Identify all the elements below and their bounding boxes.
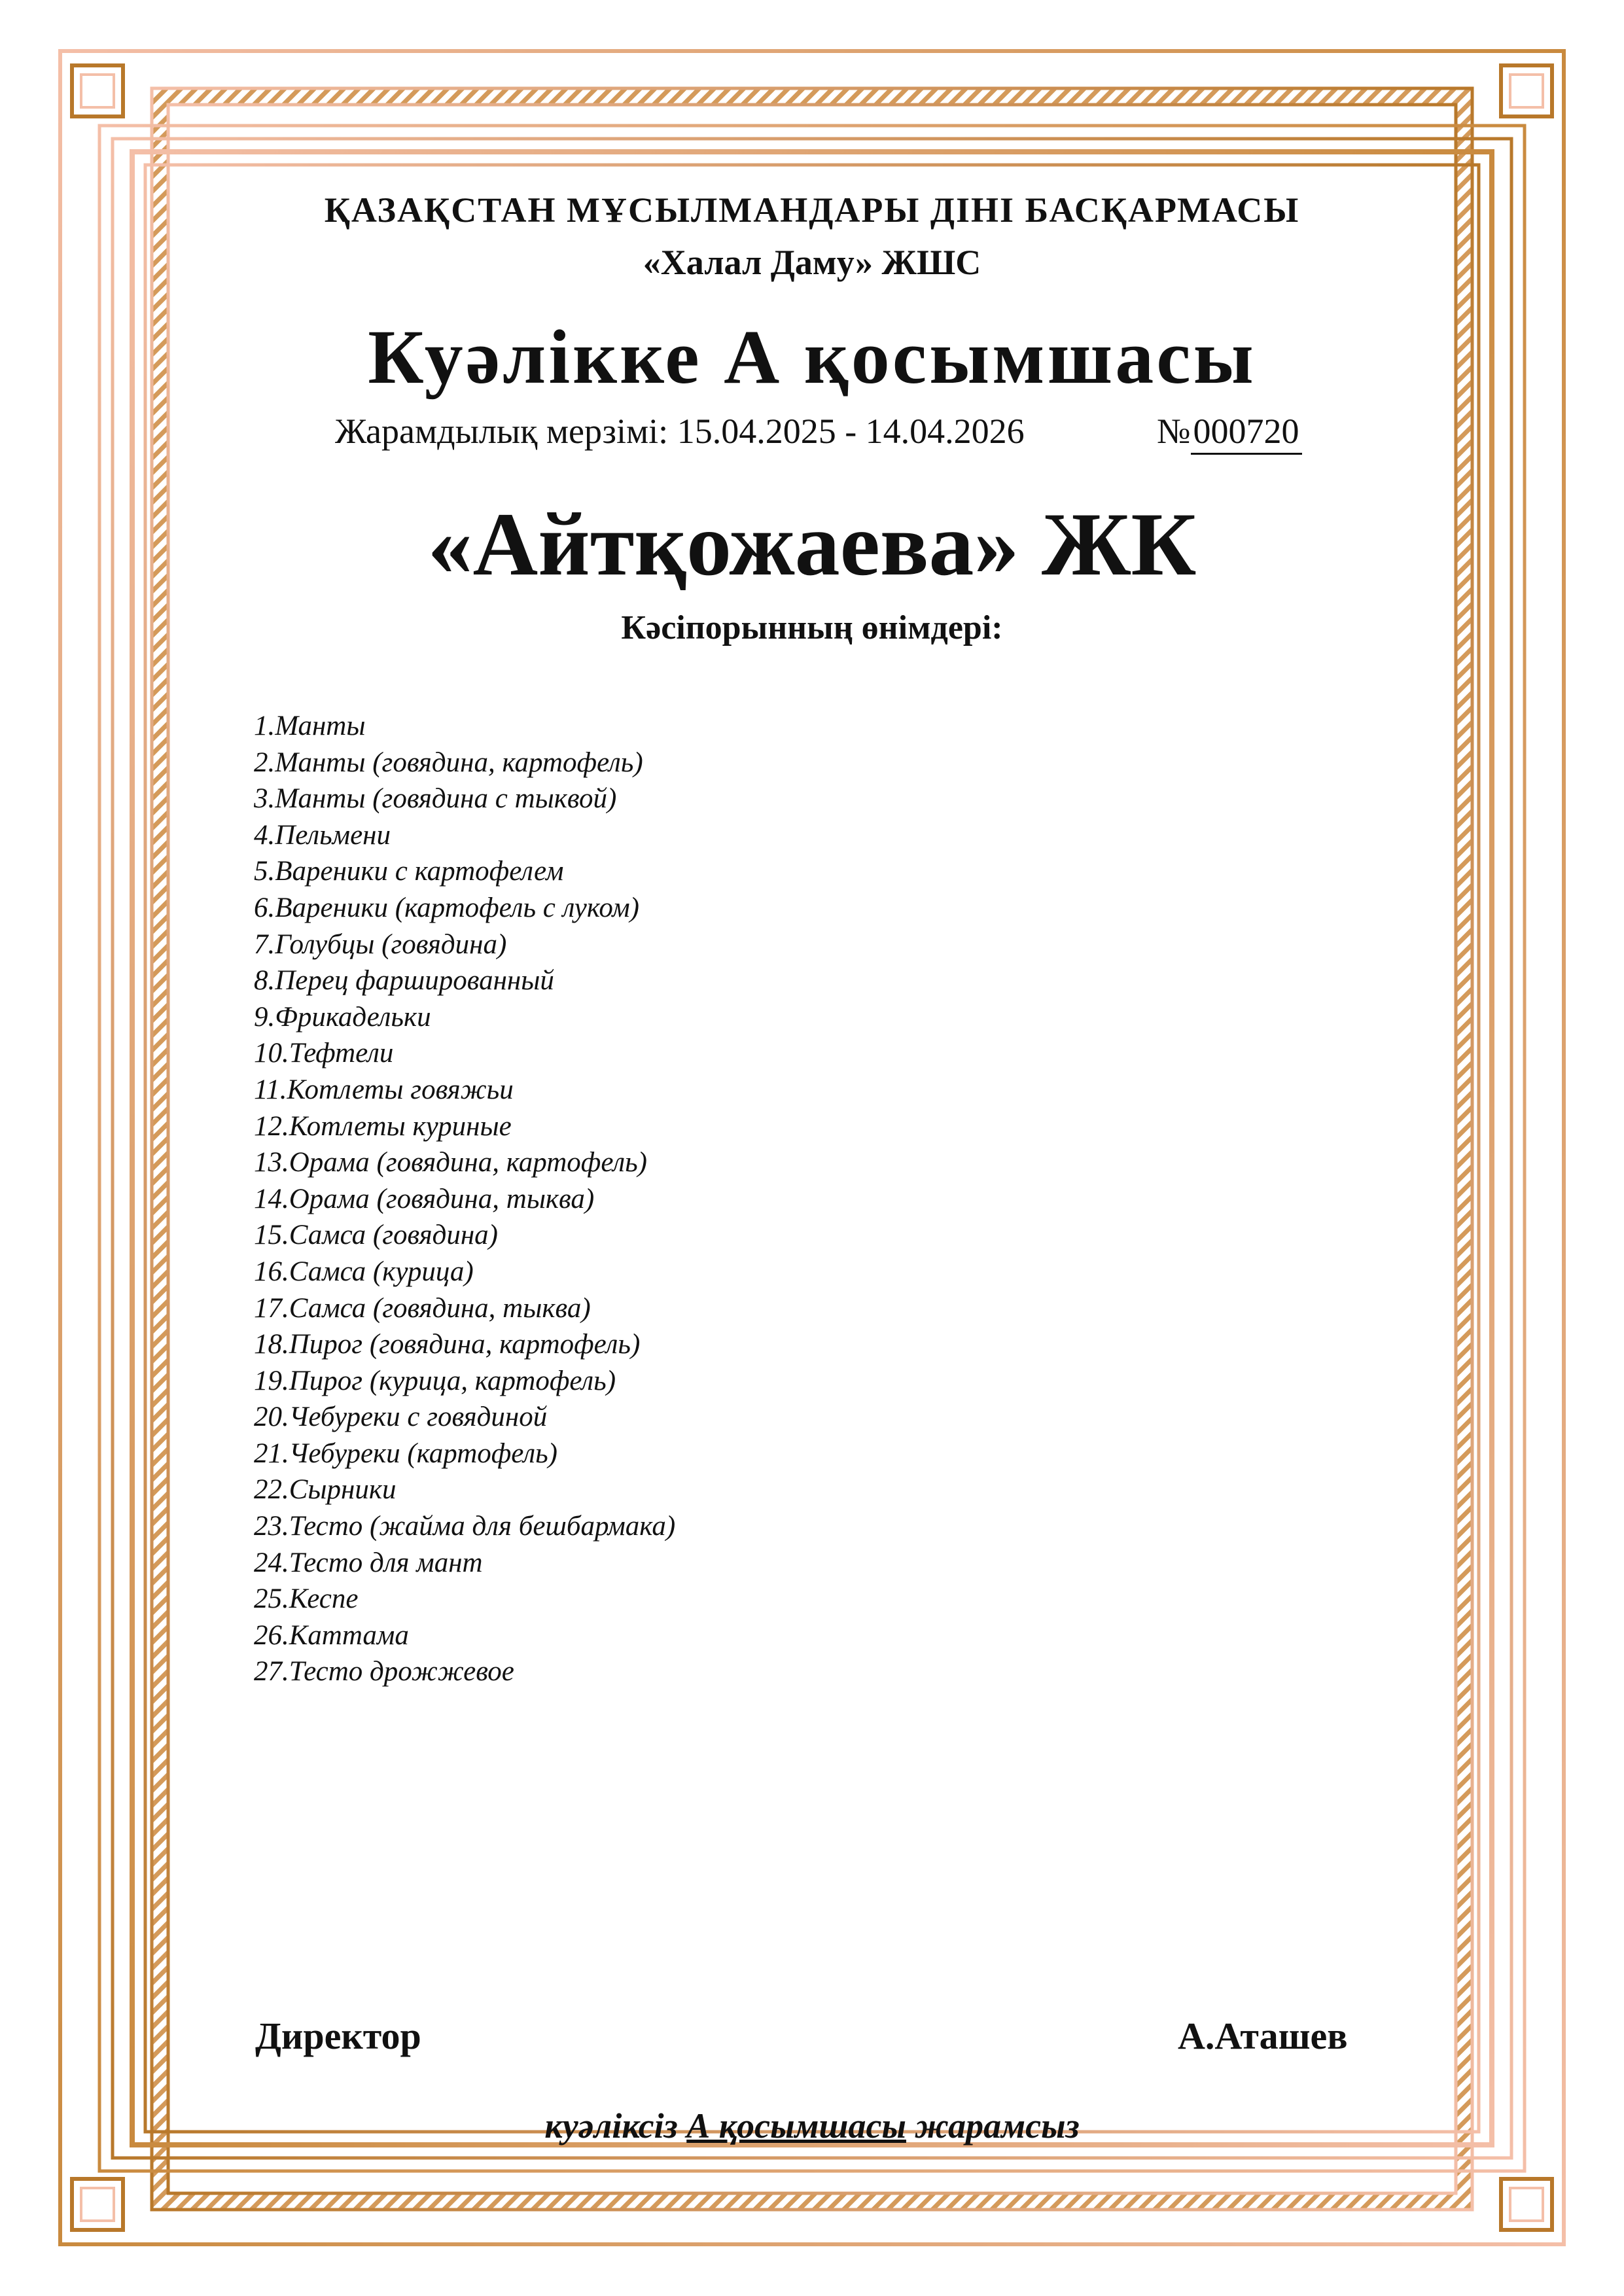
certificate-number xyxy=(1157,411,1302,455)
products-heading: Кәсіпорынның өнімдері: xyxy=(621,609,1003,646)
list-item: 12.Котлеты куриные xyxy=(254,1110,512,1142)
validity-label: Жарамдылық мерзімі: xyxy=(335,412,669,451)
list-item: 16.Самса (курица) xyxy=(254,1256,474,1287)
list-item: 25.Кеспе xyxy=(254,1583,359,1615)
list-item: 1.Манты xyxy=(254,711,366,741)
footer-note xyxy=(0,2106,1624,2146)
list-item: 15.Самса (говядина) xyxy=(254,1220,498,1251)
organization-name: ҚАЗАҚСТАН МҰСЫЛМАНДАРЫ ДІНІ БАСҚАРМАСЫ xyxy=(324,190,1300,230)
list-item: 17.Самса (говядина, тыква) xyxy=(254,1292,591,1324)
list-item: 22.Сырники xyxy=(254,1474,397,1506)
director-title: Директор xyxy=(255,2015,421,2057)
list-item: 20.Чебуреки с говядиной xyxy=(254,1402,548,1433)
list-item: 23.Тесто (жайма для бешбармака) xyxy=(254,1511,676,1542)
validity-line xyxy=(335,411,1025,451)
list-item: 27.Тесто дрожжевое xyxy=(254,1656,514,1687)
footer-underlined: А қосымшасы xyxy=(686,2106,906,2146)
list-item: 2.Манты (говядина, картофель) xyxy=(254,747,643,778)
list-item: 24.Тесто для мант xyxy=(254,1547,483,1578)
list-item: 14.Орама (говядина, тыква) xyxy=(254,1183,595,1214)
product-list xyxy=(254,708,675,1690)
list-item: 7.Голубцы (говядина) xyxy=(254,928,507,960)
list-item: 21.Чебуреки (картофель) xyxy=(254,1438,557,1469)
footer-prefix: куәліксіз xyxy=(544,2106,678,2146)
validity-period: 15.04.2025 - 14.04.2026 xyxy=(677,412,1025,451)
list-item: 5.Вареники с картофелем xyxy=(254,856,564,887)
list-item: 9.Фрикадельки xyxy=(254,1001,431,1033)
list-item: 8.Перец фаршированный xyxy=(254,965,554,997)
document-title: Куәлікке А қосымшасы xyxy=(368,314,1256,400)
list-item: 18.Пирог (говядина, картофель) xyxy=(254,1329,641,1360)
list-item: 11.Котлеты говяжьи xyxy=(254,1074,514,1105)
list-item: 6.Вареники (картофель с луком) xyxy=(254,892,639,923)
list-item: 19.Пирог (курица, картофель) xyxy=(254,1365,616,1396)
subsidiary-name: «Халал Даму» ЖШС xyxy=(643,243,981,282)
company-name: «Айтқожаева» ЖК xyxy=(427,494,1197,594)
signatory-name: А.Аташев xyxy=(1178,2015,1348,2057)
number-label: № xyxy=(1157,412,1191,451)
list-item: 3.Манты (говядина с тыквой) xyxy=(254,783,617,815)
number-value: 000720 xyxy=(1191,411,1302,455)
list-item: 26.Каттама xyxy=(254,1619,409,1651)
footer-suffix: жарамсыз xyxy=(915,2106,1080,2146)
list-item: 13.Орама (говядина, картофель) xyxy=(254,1147,647,1178)
list-item: 10.Тефтели xyxy=(254,1038,394,1069)
list-item: 4.Пельмени xyxy=(254,819,391,851)
